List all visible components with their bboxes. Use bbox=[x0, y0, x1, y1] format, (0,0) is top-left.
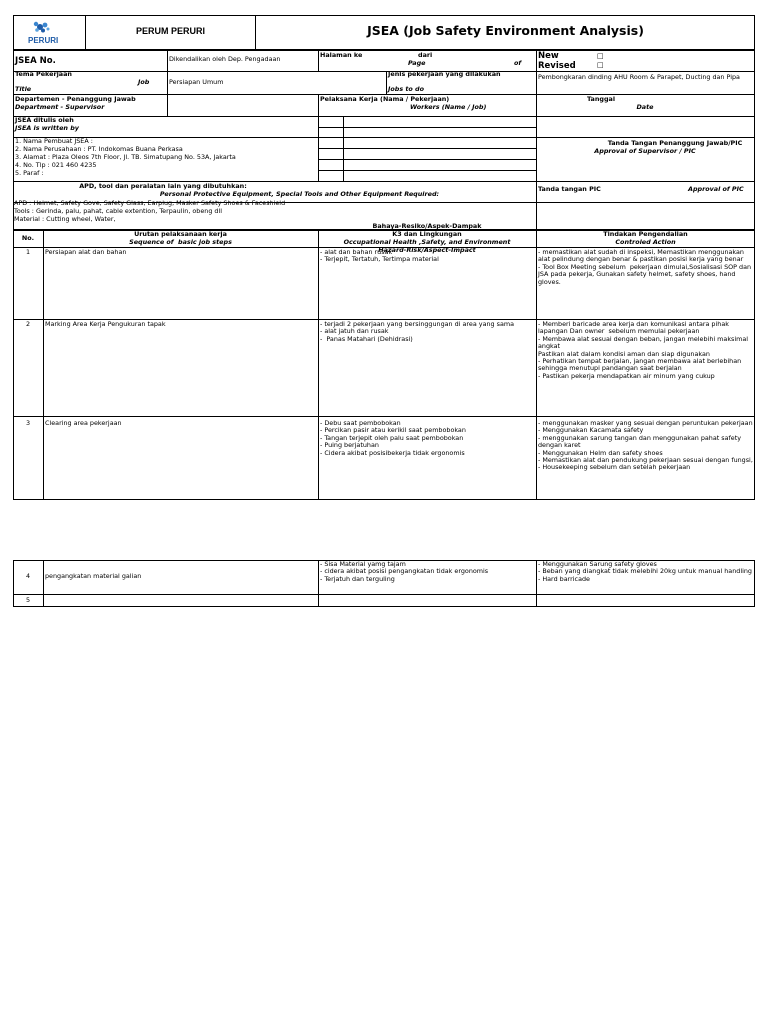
sign-en: Approval of Supervisor / PIC bbox=[594, 147, 696, 155]
row-hazard: - terjadi 2 pekerjaan yang bersinggungan di area yang sama - alat jatuh dan rusak - Panas Matahari (Dehidrasi) bbox=[320, 320, 515, 343]
new-checkbox[interactable]: □ bbox=[597, 52, 604, 60]
row-no: 1 bbox=[25, 248, 31, 256]
page-en: Page bbox=[408, 59, 426, 67]
row-control: - memastikan alat sudah di inspeksi, Memastikan menggunakan alat pelindung dengan benar & pastikan posisi kerja yang benar - Tool Box Meeting sebelum pekerjaan dimulai,Sosialisasi SOP dan JSA pada pekerja, Gunakan safety helmet, safety shoes, hand gloves. bbox=[538, 248, 752, 286]
theme-value: Persiapan Umum bbox=[169, 78, 224, 86]
sign-label: Tanda Tangan Penanggung Jawab/PIC bbox=[607, 139, 743, 147]
jobs-label: Jenis pekerjaan yang dilakukan bbox=[388, 70, 501, 78]
table-hline bbox=[13, 416, 755, 417]
date-label: Tanggal bbox=[586, 95, 616, 103]
table-vline bbox=[318, 560, 319, 607]
table-hline bbox=[13, 594, 755, 595]
written-en: JSEA is written by bbox=[15, 124, 79, 132]
row-hazard: - alat dan bahan rusak - Terjepit, Tertatuh, Tertimpa material bbox=[320, 248, 439, 264]
meta-vline bbox=[318, 94, 319, 181]
of-en: of bbox=[514, 59, 522, 67]
row-no: 5 bbox=[25, 596, 31, 604]
document-title: JSEA (Job Safety Environment Analysis) bbox=[367, 23, 644, 38]
row-no: 4 bbox=[25, 572, 31, 580]
row-hazard: - Sisa Material yamg tajam - cidera akibat posisi pengangkatan tidak ergonomis - Terjatuh dan terguling bbox=[320, 560, 489, 583]
row-control: - Menggunakan Sarung safety gloves - Beban yang diangkat tidak melebihi 20kg untuk manual handling - Hard barricade bbox=[538, 560, 752, 583]
meta-hline bbox=[318, 159, 536, 160]
pic-sign-en: Approval of PIC bbox=[688, 185, 744, 193]
col-control-header: Tindakan Pengendalian bbox=[603, 230, 688, 238]
meta-vline bbox=[167, 71, 168, 94]
writer-line: 1. Nama Pembuat JSEA : bbox=[15, 137, 93, 145]
col-steps-en: Sequence of basic job steps bbox=[129, 238, 232, 246]
peruri-logo bbox=[24, 19, 64, 47]
writer-line: 5. Paraf : bbox=[15, 169, 44, 177]
table-vline bbox=[536, 230, 537, 500]
writer-line: 3. Alamat : Plaza Oleos 7th Floor, Jl. TB. Simatupang No. 53A, Jakarta bbox=[15, 153, 236, 161]
col-hazard-header: K3 dan Lingkungan bbox=[392, 230, 462, 238]
new-label: New bbox=[538, 51, 559, 61]
row-step: Clearing area pekerjaan bbox=[45, 419, 122, 427]
controlled-by: Dikendalikan oleh Dep. Pengadaan bbox=[169, 55, 281, 63]
written-label: JSEA ditulis oleh bbox=[15, 116, 74, 124]
meta-vline bbox=[167, 50, 168, 72]
table-vline bbox=[43, 560, 44, 607]
dept-en: Department - Supervisor bbox=[15, 103, 105, 111]
logo-text: PERURI bbox=[28, 36, 59, 45]
row-control: - Memberi baricade area kerja dan komunikasi antara pihak lapangan Dan owner sebelum memulai pekerjaan - Membawa alat sesuai dengan beban, jangan melebihi maksimal angkat Pastikan alat dalam kondisi aman dan siap digunakan - Perhatikan tempat berjalan, jangan membawa alat berlebihan sehingga menutupi pandangan saat berjalan - Pastikan pekerja mendapatkan air minum yang cukup bbox=[538, 320, 749, 380]
row-control: - menggunakan masker yang sesuai dengan peruntukan pekerjaan - Menggunakan Kacamata safety - menggunakan sarung tangan dan menggunakan pahat safety dengan karet - Menggunakan Helm dan safety shoes - Memastikan alat dan pendukung pekerjaan sesuai dengan fungsi, - Housekeeping sebelum dan setelah pekerjaan bbox=[538, 419, 753, 472]
jobs-value: Pembongkaran dinding AHU Room & Parapet, Ducting dan Pipa bbox=[538, 73, 740, 81]
pic-sign-label: Tanda tangan PIC bbox=[538, 185, 601, 193]
row-step: pengangkatan material galian bbox=[45, 572, 142, 580]
col-hazard-en2: Hazard-Risk/Aspect-Impact bbox=[378, 246, 476, 254]
meta-vline bbox=[343, 116, 344, 181]
row-no: 3 bbox=[25, 419, 31, 427]
dept-label: Departemen - Penanggung Jawab bbox=[15, 95, 136, 103]
page-of-label: dari bbox=[418, 51, 433, 59]
meta-hline bbox=[13, 137, 755, 138]
meta-hline bbox=[318, 127, 536, 128]
col-hazard-en: Occupational Health ,Safety, and Environment bbox=[343, 238, 511, 246]
company-name: PERUM PERURI bbox=[135, 26, 205, 36]
meta-hline bbox=[13, 71, 755, 72]
page-label: Halaman ke bbox=[320, 51, 363, 59]
theme-job: Job bbox=[138, 78, 150, 86]
meta-vline bbox=[167, 94, 168, 116]
meta-vline bbox=[386, 71, 387, 94]
meta-hline bbox=[13, 116, 755, 117]
ppe-en: Personal Protective Equipment, Special Tools and Other Equipment Required: bbox=[159, 190, 440, 198]
workers-label: Pelaksana Kerja (Nama / Pekerjaan) bbox=[320, 95, 450, 103]
meta-hline bbox=[318, 170, 536, 171]
col-steps-header: Urutan pelaksanaan kerja bbox=[134, 230, 227, 238]
row-step: Marking Area Kerja Pengukuran tapak bbox=[45, 320, 166, 328]
theme-title: Title bbox=[15, 85, 32, 93]
meta-vline bbox=[318, 50, 319, 71]
col-no-header: No. bbox=[21, 234, 35, 242]
col-control-en: Controled Action bbox=[615, 238, 676, 246]
ppe-line: Tools : Gerinda, palu, pahat, cable extention, Terpaulin, obeng dll bbox=[14, 207, 223, 215]
row-hazard: - Debu saat pembobokan - Percikan pasir atau kerikil saat pembobokan - Tangan terjepit oleh palu saat pembobokan - Puing berjatuhan - Cidera akibat posisibekerja tidak ergonomis bbox=[320, 419, 466, 457]
ppe-line: Material : Cutting wheel, Water, bbox=[14, 215, 116, 223]
table-vline bbox=[536, 560, 537, 607]
workers-en: Workers (Name / Job) bbox=[410, 103, 487, 111]
revised-checkbox[interactable]: □ bbox=[597, 61, 604, 69]
ppe-label: APD, tool dan peralatan lain yang dibutuhkan: bbox=[79, 182, 247, 190]
peruri-logo-icon bbox=[24, 19, 64, 37]
meta-vline bbox=[536, 50, 537, 230]
row-step: Persiapan alat dan bahan bbox=[45, 248, 127, 256]
date-en: Date bbox=[636, 103, 654, 111]
ppe-line: APD : Helmet, Safety Gove, Safety Glass, Earplug, Masker Safety Shoes & Faceshield bbox=[14, 199, 286, 207]
meta-hline bbox=[318, 148, 536, 149]
row-no: 2 bbox=[25, 320, 31, 328]
jobs-en: Jobs to do bbox=[388, 85, 425, 93]
revised-label: Revised bbox=[538, 61, 576, 71]
table-vline bbox=[318, 230, 319, 500]
theme-label: Tema Pekerjaan bbox=[15, 70, 72, 78]
table-vline bbox=[43, 230, 44, 500]
writer-line: 2. Nama Perusahaan : PT. Indokomas Buana Perkasa bbox=[15, 145, 183, 153]
jsea-no-label: JSEA No. bbox=[15, 56, 56, 66]
hazard-top-label: Bahaya-Resiko/Aspek-Dampak bbox=[372, 222, 482, 230]
writer-line: 4. No. Tlp : 021 460 4235 bbox=[15, 161, 97, 169]
